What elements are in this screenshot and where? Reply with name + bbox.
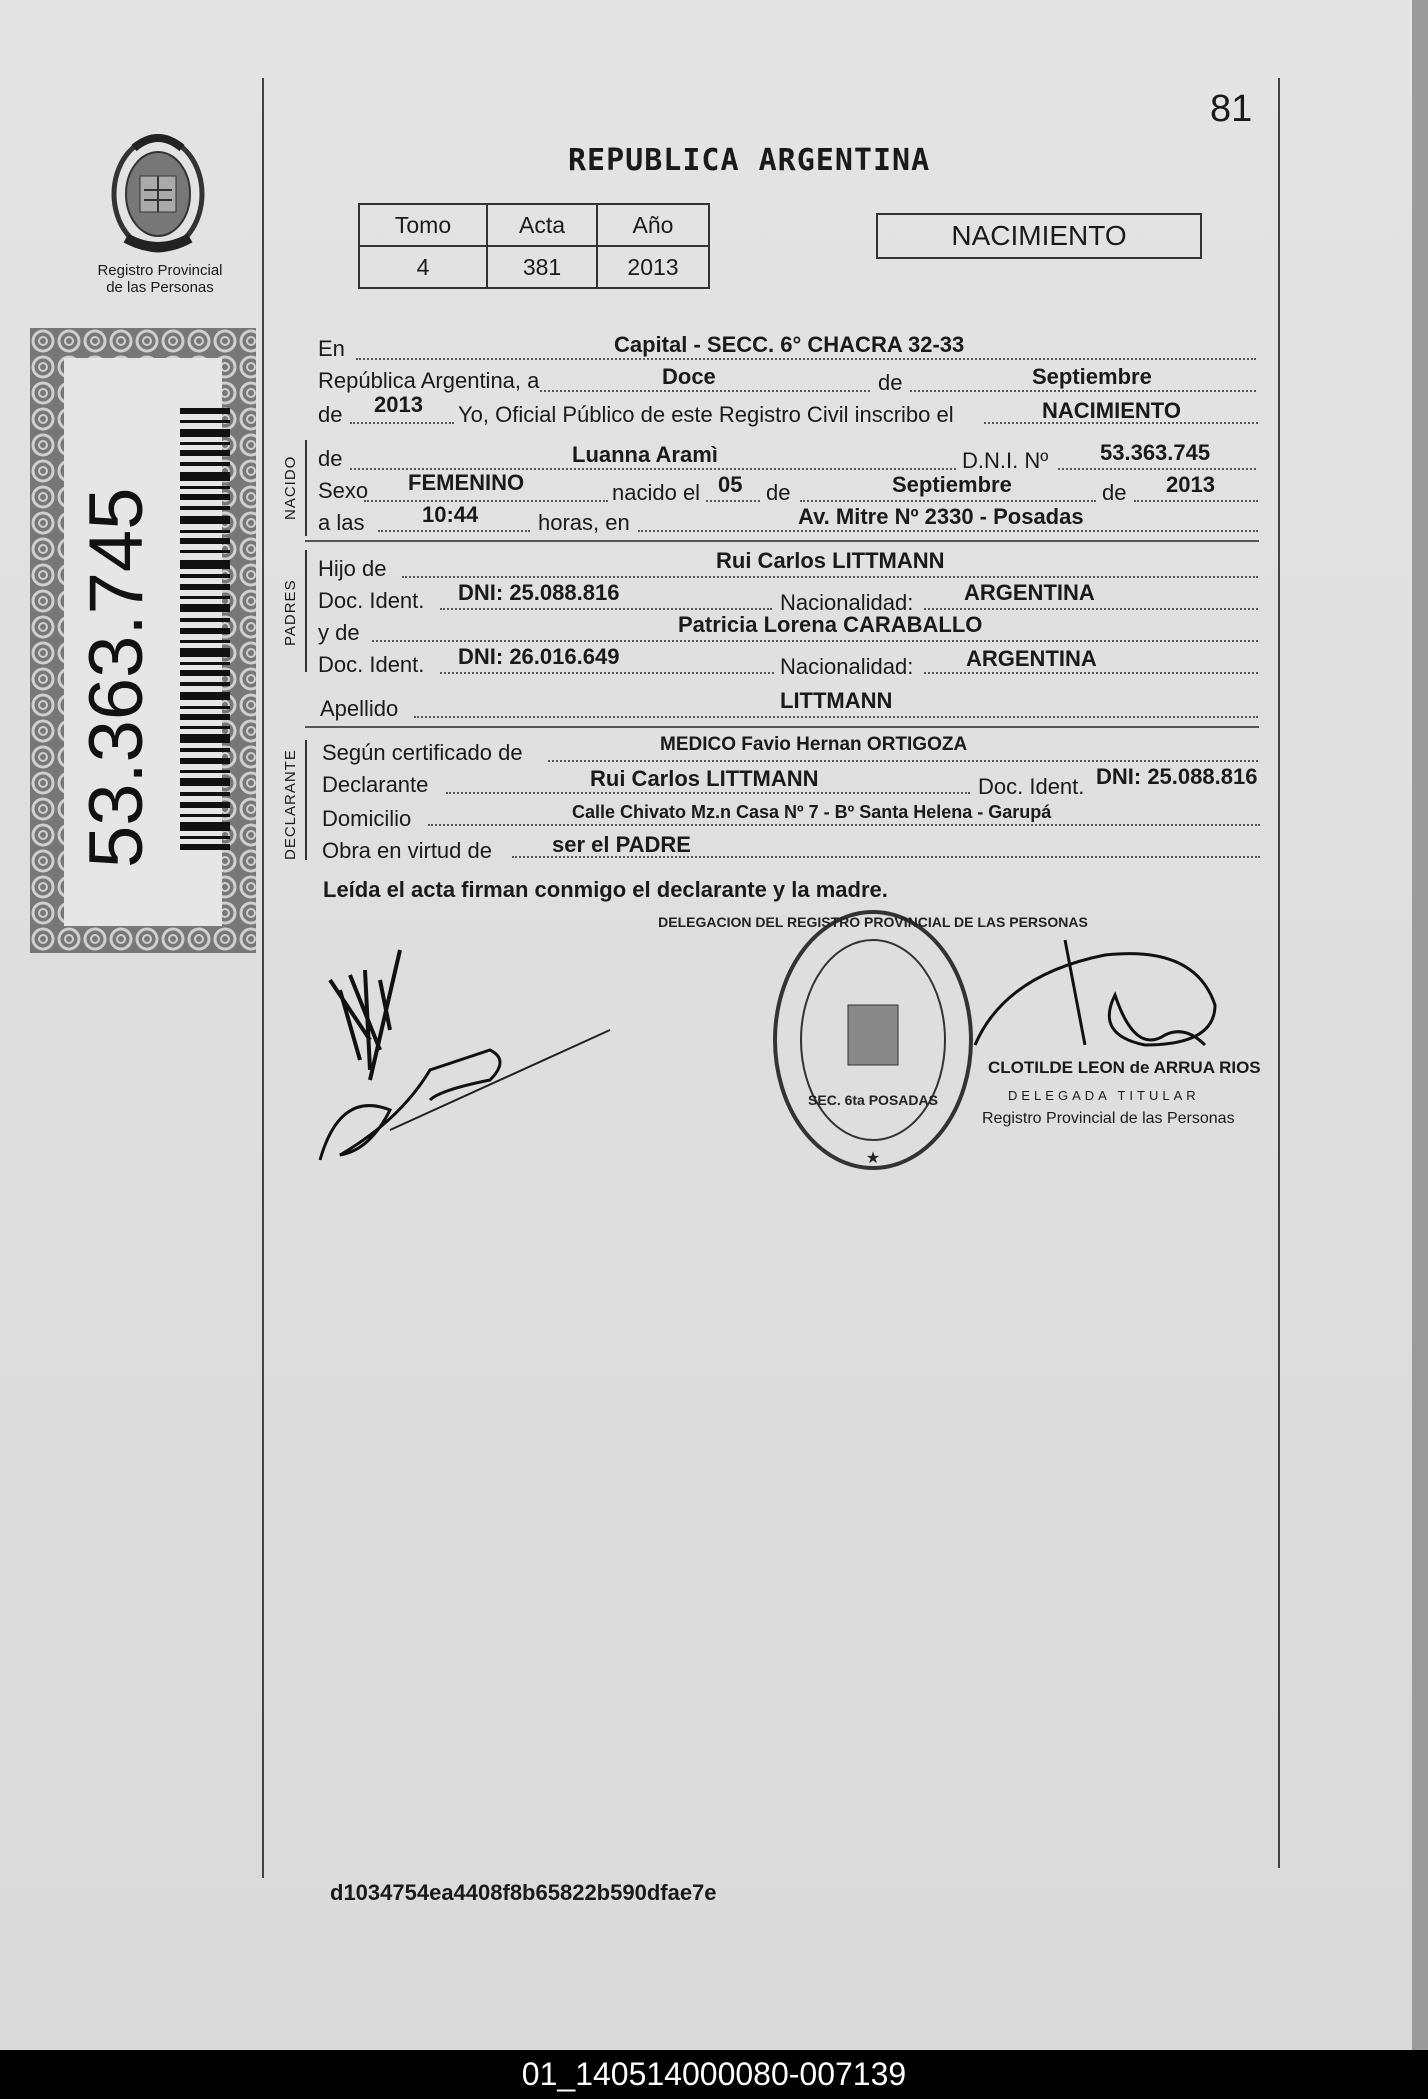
label-segun: Según certificado de xyxy=(322,740,523,765)
declarante-signature xyxy=(310,940,630,1180)
obra-value: ser el PADRE xyxy=(552,832,691,857)
label-nacionalidad: Nacionalidad: xyxy=(780,654,914,679)
country-title: REPUBLICA ARGENTINA xyxy=(568,143,931,178)
label-en: En xyxy=(318,336,345,361)
certificado-value: MEDICO Favio Hernan ORTIGOZA xyxy=(660,734,968,755)
dotline xyxy=(414,716,1258,718)
logo-caption: Registro Provincial de las Personas xyxy=(97,262,223,296)
dotline xyxy=(800,500,1096,502)
declarante-value: Rui Carlos LITTMANN xyxy=(590,766,819,791)
label-apellido: Apellido xyxy=(320,696,399,721)
dotline xyxy=(1134,500,1258,502)
label-dni: D.N.I. Nº xyxy=(962,448,1049,473)
stamp-ring-text: DELEGACION DEL REGISTRO PROVINCIAL DE LAS PERSONAS xyxy=(658,914,1088,930)
label-domicilio: Domicilio xyxy=(322,806,412,831)
tomo-header: Tomo xyxy=(359,204,487,246)
nombre-value: Luanna Aramì xyxy=(572,442,718,467)
dotline xyxy=(924,672,1258,674)
dotline xyxy=(350,422,454,424)
section-declarante: DECLARANTE xyxy=(282,749,299,860)
label-horas-en: horas, en xyxy=(538,510,630,535)
lugar-value: Capital - SECC. 6° CHACRA 32-33 xyxy=(614,332,965,357)
label-declarante: Declarante xyxy=(322,772,429,797)
nac-anio-value: 2013 xyxy=(1166,472,1215,497)
dotline xyxy=(372,640,1258,642)
label-doc-ident: Doc. Ident. xyxy=(318,652,425,677)
anio-value: 2013 xyxy=(597,246,709,288)
dotline xyxy=(440,608,772,610)
label-de: de xyxy=(318,402,343,427)
dotline xyxy=(548,760,1258,762)
lugar-nac-value: Av. Mitre Nº 2330 - Posadas xyxy=(798,504,1084,529)
group-bar-padres xyxy=(305,550,307,672)
mes-value: Septiembre xyxy=(1032,364,1152,389)
dotline xyxy=(1058,468,1256,470)
dotline xyxy=(706,500,760,502)
acta-header: Acta xyxy=(487,204,597,246)
label-a-las: a las xyxy=(318,510,365,535)
official-org: Registro Provincial de las Personas xyxy=(982,1110,1235,1127)
declarante-doc-value: DNI: 25.088.816 xyxy=(1096,764,1258,789)
separator xyxy=(305,726,1259,728)
dotline xyxy=(924,608,1258,610)
label-doc-ident: Doc. Ident. xyxy=(318,588,425,613)
dni-value: 53.363.745 xyxy=(1100,440,1211,465)
inscribe-value: NACIMIENTO xyxy=(1042,398,1181,423)
anio-value: 2013 xyxy=(374,392,423,417)
madre-nac-value: ARGENTINA xyxy=(966,646,1097,671)
nac-dia-value: 05 xyxy=(718,472,743,497)
label-yo: Yo, Oficial Público de este Registro Civil inscribo el xyxy=(458,402,954,427)
group-bar-nacido xyxy=(305,440,307,536)
act-type-box: NACIMIENTO xyxy=(876,213,1202,259)
padre-doc-value: DNI: 25.088.816 xyxy=(458,580,620,605)
label-de: de xyxy=(318,446,343,471)
register-table xyxy=(358,203,710,289)
dotline xyxy=(910,390,1256,392)
registry-stamp xyxy=(658,905,1088,1175)
hora-value: 10:44 xyxy=(422,502,479,527)
label-de: de xyxy=(1102,480,1127,505)
dotline xyxy=(402,576,1258,578)
delegada-signature xyxy=(965,935,1265,1105)
left-margin-line xyxy=(262,78,264,1878)
label-y-de: y de xyxy=(318,620,360,645)
dotline xyxy=(428,824,1260,826)
official-role: DELEGADA TITULAR xyxy=(1008,1088,1200,1103)
dotline xyxy=(364,500,608,502)
dotline xyxy=(378,530,530,532)
section-padres: PADRES xyxy=(282,579,299,646)
dotline xyxy=(638,530,1258,532)
label-nacido-el: nacido el xyxy=(612,480,701,505)
sexo-value: FEMENINO xyxy=(408,470,525,495)
apellido-value: LITTMANN xyxy=(780,688,893,713)
document-hash: d1034754ea4408f8b65822b590dfae7e xyxy=(330,1880,717,1905)
section-nacido: NACIDO xyxy=(282,455,299,520)
barcode-id-block xyxy=(30,328,256,953)
page-edge-shadow xyxy=(1412,0,1428,2050)
svg-text:★: ★ xyxy=(865,1148,881,1167)
right-margin-line xyxy=(1278,78,1280,1868)
side-id-number: 53.363.745 xyxy=(74,487,159,868)
dotline xyxy=(440,672,774,674)
footer-id-bar: 01_140514000080-007139 xyxy=(0,2050,1428,2099)
dotline xyxy=(446,792,970,794)
label-sexo: Sexo xyxy=(318,478,369,503)
stamp-inner-text: SEC. 6ta POSADAS xyxy=(808,1092,938,1108)
label-republica: República Argentina, a xyxy=(318,368,540,393)
group-bar-declarante xyxy=(305,740,307,860)
label-de: de xyxy=(766,480,791,505)
dia-value: Doce xyxy=(662,364,716,389)
padre-value: Rui Carlos LITTMANN xyxy=(716,548,945,573)
provincial-seal-logo xyxy=(104,128,212,258)
label-nacionalidad: Nacionalidad: xyxy=(780,590,914,615)
madre-value: Patricia Lorena CARABALLO xyxy=(678,612,983,637)
page-number: 81 xyxy=(1210,88,1253,130)
padre-nac-value: ARGENTINA xyxy=(964,580,1095,605)
separator xyxy=(305,540,1259,542)
nac-mes-value: Septiembre xyxy=(892,472,1012,497)
label-de: de xyxy=(878,370,903,395)
label-obra: Obra en virtud de xyxy=(322,838,492,863)
closing-statement: Leída el acta firman conmigo el declarante y la madre. xyxy=(323,877,888,902)
madre-doc-value: DNI: 26.016.649 xyxy=(458,644,620,669)
label-hijo-de: Hijo de xyxy=(318,556,387,581)
tomo-value: 4 xyxy=(359,246,487,288)
label-doc-ident: Doc. Ident. xyxy=(978,774,1085,799)
official-name: CLOTILDE LEON de ARRUA RIOS xyxy=(988,1058,1261,1077)
dotline xyxy=(540,390,870,392)
acta-value: 381 xyxy=(487,246,597,288)
anio-header: Año xyxy=(597,204,709,246)
dotline xyxy=(356,358,1256,360)
domicilio-value: Calle Chivato Mz.n Casa Nº 7 - Bº Santa Helena - Garupá xyxy=(572,802,1052,822)
